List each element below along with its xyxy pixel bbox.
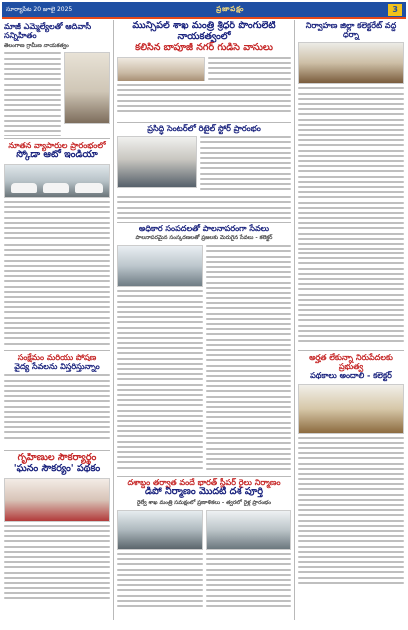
edition-date: సూర్యాపేట 20 జూలై 2025 [6,5,73,13]
article-text [4,525,110,600]
event-photo [298,384,404,434]
story-divider [117,222,291,223]
cars-photo [4,164,110,198]
story-center-1 [117,21,291,81]
masthead [2,2,406,17]
story-headline-2: వైద్య సేవలను విస్తరిస్తున్నాం [14,362,100,372]
article-text [298,252,404,342]
story-center-4 [117,478,291,624]
story-subhead: రైల్వే శాఖ మంత్రి సమక్షంలో ప్రణాళికలు - త్వరలో రైళ్ల ప్రారంభం [136,500,272,507]
meeting-photo [117,57,205,81]
story-headline: నూతన వ్యాపారుల ప్రారంభంలో [8,141,106,150]
article-text [4,244,110,345]
story-divider [117,476,291,477]
article-text [208,57,291,81]
story-center-1-text [117,84,291,120]
article-text [298,437,404,584]
story-headline: నిర్వాహణ జిల్లా కలెక్టరేట్ వద్ద ధర్నా [305,21,397,40]
story-headline-2: పథకాలు అందాలి - కలెక్టర్ [310,371,392,381]
story-headline: సంక్షేమం మరియు పోషణ [17,353,97,362]
event-photo [4,478,110,522]
story-headline: మున్సిపల్ శాఖ మంత్రి శ్రీధర్ పొంగులేటి నాయకత్వంలో [132,21,276,42]
story-center-3 [117,224,291,474]
story-left-2 [4,141,110,241]
story-divider [4,450,110,451]
story-divider [117,122,291,123]
masthead-rule [2,17,406,19]
train-photo [117,510,203,550]
story-left-1 [4,22,110,136]
story-center-2 [117,124,291,220]
story-right-1b [298,252,404,348]
story-left-4 [4,353,110,448]
story-left-5 [4,453,110,623]
story-headline: గృహిణుల సౌకర్యార్థం [17,453,97,463]
article-text [117,84,291,112]
column-divider [113,240,114,620]
story-right-1 [298,21,404,251]
article-text [4,52,61,136]
article-text [4,201,110,241]
portrait-photo [64,52,110,124]
story-headline: అధికార సంపదలతో పాలనాపరంగా సేవలు [138,224,270,233]
story-headline: అర్హత లేకున్నా నిరుపేదలకు ప్రభుత్వ [309,353,393,372]
story-headline-2: స్కోడా ఆటో ఇండియా [16,149,98,161]
story-headline-2: డిపో నిర్మాణం మొదటి దశ పూర్తి [145,486,263,498]
story-divider [4,350,110,351]
article-text [117,553,203,610]
depot-photo [206,510,291,550]
story-headline-2: కలిసిన బాపూజీ నగర్ గుడిసె వాసులు [135,41,273,53]
article-text [117,196,291,220]
page-number: 3 [388,4,402,16]
story-subhead: తెలంగాణ గ్రామీణ నాయకత్వం [4,43,69,50]
article-text [4,374,110,438]
paper-name: ప్రజాపక్షం [216,4,245,13]
story-divider [4,138,110,139]
story-right-2 [298,353,404,623]
story-headline: ప్రసిద్ధి సెంటర్‌లో రిటైల్ స్టోర్ ప్రారంభం [147,124,261,133]
article-text [206,245,291,473]
story-headline: మాజీ ఎమ్మెల్యేలతో ఆదివాసీ సన్నిహితం [4,22,92,41]
column-divider [294,20,295,620]
story-left-3 [4,244,110,348]
article-text [298,87,404,250]
protest-photo [298,42,404,84]
article-text [117,290,203,468]
story-headline: దశాబ్దం తర్వాత వందే భారత్ స్లీపర్ రైలు నిర్మాణం [127,478,281,487]
article-text [200,136,291,193]
story-headline-2: 'ఘనం సౌకర్యం' పథకం [13,462,101,474]
article-text [206,553,291,610]
column-divider [113,20,114,240]
story-subhead: పాలనాపరమైన సంస్కరణలతో ప్రజలకు మెరుగైన సేవలు - కలెక్టర్ [135,235,273,242]
story-divider [298,350,404,351]
store-photo [117,136,197,188]
meeting-photo [117,245,203,287]
